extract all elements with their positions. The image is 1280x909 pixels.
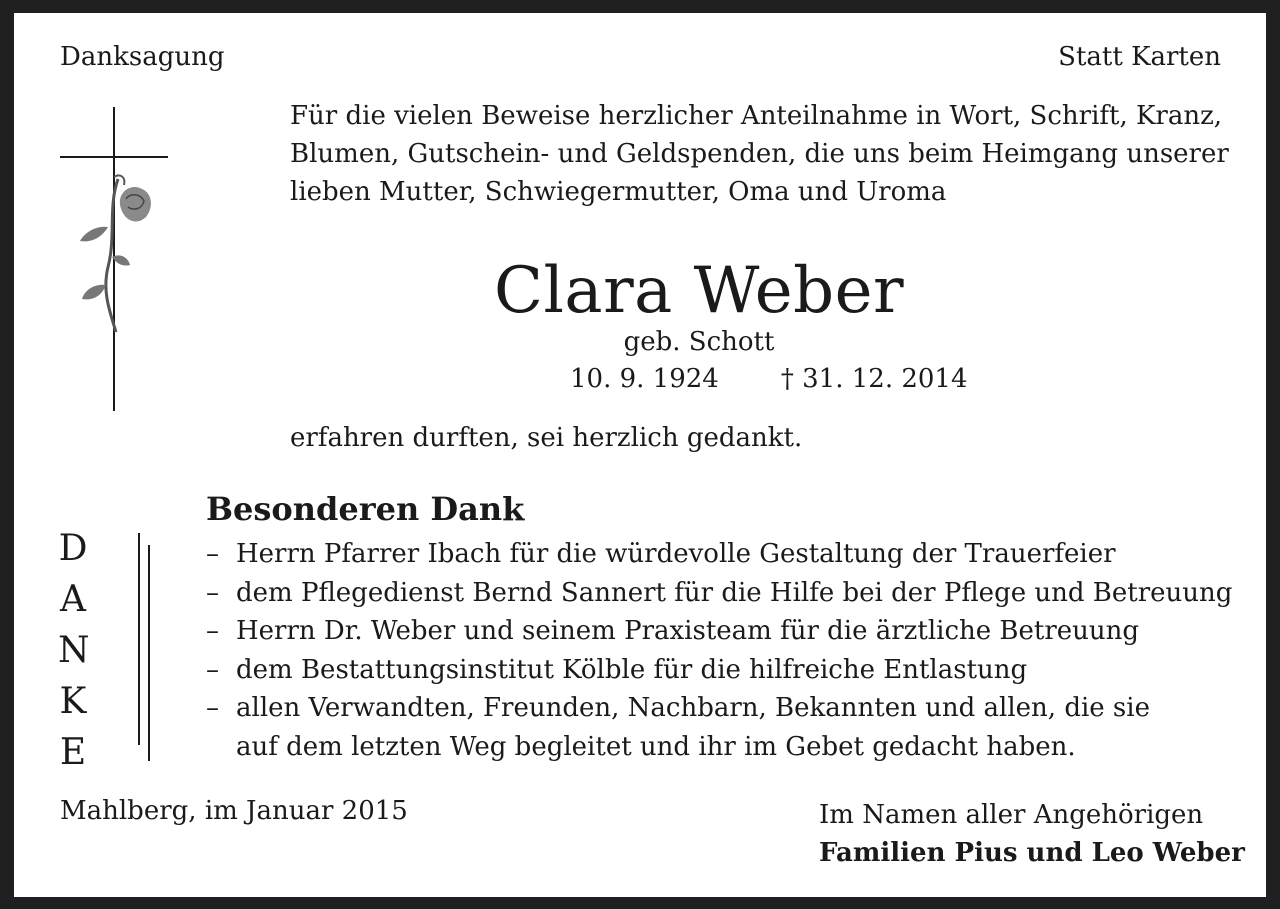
list-bullet: – xyxy=(206,616,219,646)
list-item-text: Herrn Pfarrer Ibach für die würdevolle Gestaltung der Trauerfeier xyxy=(236,539,1116,569)
header-danksagung: Danksagung xyxy=(60,42,225,72)
danke-letter: D xyxy=(58,528,88,569)
families-line: Familien Pius und Leo Weber xyxy=(819,838,1245,868)
list-bullet: – xyxy=(206,693,219,723)
danke-rule-left xyxy=(138,533,140,745)
birth-date: 10. 9. 1924 xyxy=(570,364,719,394)
obituary-card xyxy=(14,13,1266,897)
list-item-text: allen Verwandten, Freunden, Nachbarn, Bekannten und allen, die sie xyxy=(236,693,1150,723)
danke-vertical xyxy=(58,523,88,778)
signoff xyxy=(819,796,1245,872)
list-bullet: – xyxy=(206,577,219,608)
list-item-text: Herrn Dr. Weber und seinem Praxisteam für die ärztliche Betreuung xyxy=(236,616,1140,646)
list-item xyxy=(206,612,1232,651)
danke-letter: E xyxy=(59,732,87,773)
list-item xyxy=(206,651,1232,690)
danke-rule-right xyxy=(148,545,150,761)
list-item xyxy=(206,689,1232,728)
intro-paragraph xyxy=(290,97,1229,211)
list-item-text: dem Pflegedienst Bernd Sannert für die Hilfe bei der Pflege und Betreuung xyxy=(236,577,1233,608)
danke-letter: A xyxy=(60,579,86,620)
maiden-name: geb. Schott xyxy=(623,327,775,357)
death-date: † 31. 12. 2014 xyxy=(780,364,968,394)
list-bullet: – xyxy=(206,539,219,569)
danke-letter: K xyxy=(59,681,87,722)
outro-line: erfahren durften, sei herzlich gedankt. xyxy=(290,423,803,453)
intro-line: Blumen, Gutschein- und Geldspenden, die uns beim Heimgang unserer xyxy=(290,139,1229,169)
list-item-text: dem Bestattungsinstitut Kölble für die hilfreiche Entlastung xyxy=(236,654,1028,685)
deceased-name: Clara Weber xyxy=(493,254,905,328)
intro-line: lieben Mutter, Schwiegermutter, Oma und Uroma xyxy=(290,177,947,207)
list-item xyxy=(206,535,1232,574)
danke-letter: N xyxy=(58,630,90,671)
list-bullet: – xyxy=(206,654,219,685)
list-item-text: auf dem letzten Weg begleitet und ihr im Gebet gedacht haben. xyxy=(236,731,1076,762)
list-item xyxy=(206,574,1232,613)
list-item-continuation xyxy=(206,728,1232,767)
life-dates xyxy=(570,364,968,394)
special-thanks-heading: Besonderen Dank xyxy=(206,490,525,528)
place-date: Mahlberg, im Januar 2015 xyxy=(60,796,408,826)
thanks-list xyxy=(206,535,1232,766)
on-behalf-line: Im Namen aller Angehörigen xyxy=(819,800,1204,830)
header-statt-karten: Statt Karten xyxy=(1058,42,1221,72)
intro-line: Für die vielen Beweise herzlicher Anteilnahme in Wort, Schrift, Kranz, xyxy=(290,101,1223,131)
